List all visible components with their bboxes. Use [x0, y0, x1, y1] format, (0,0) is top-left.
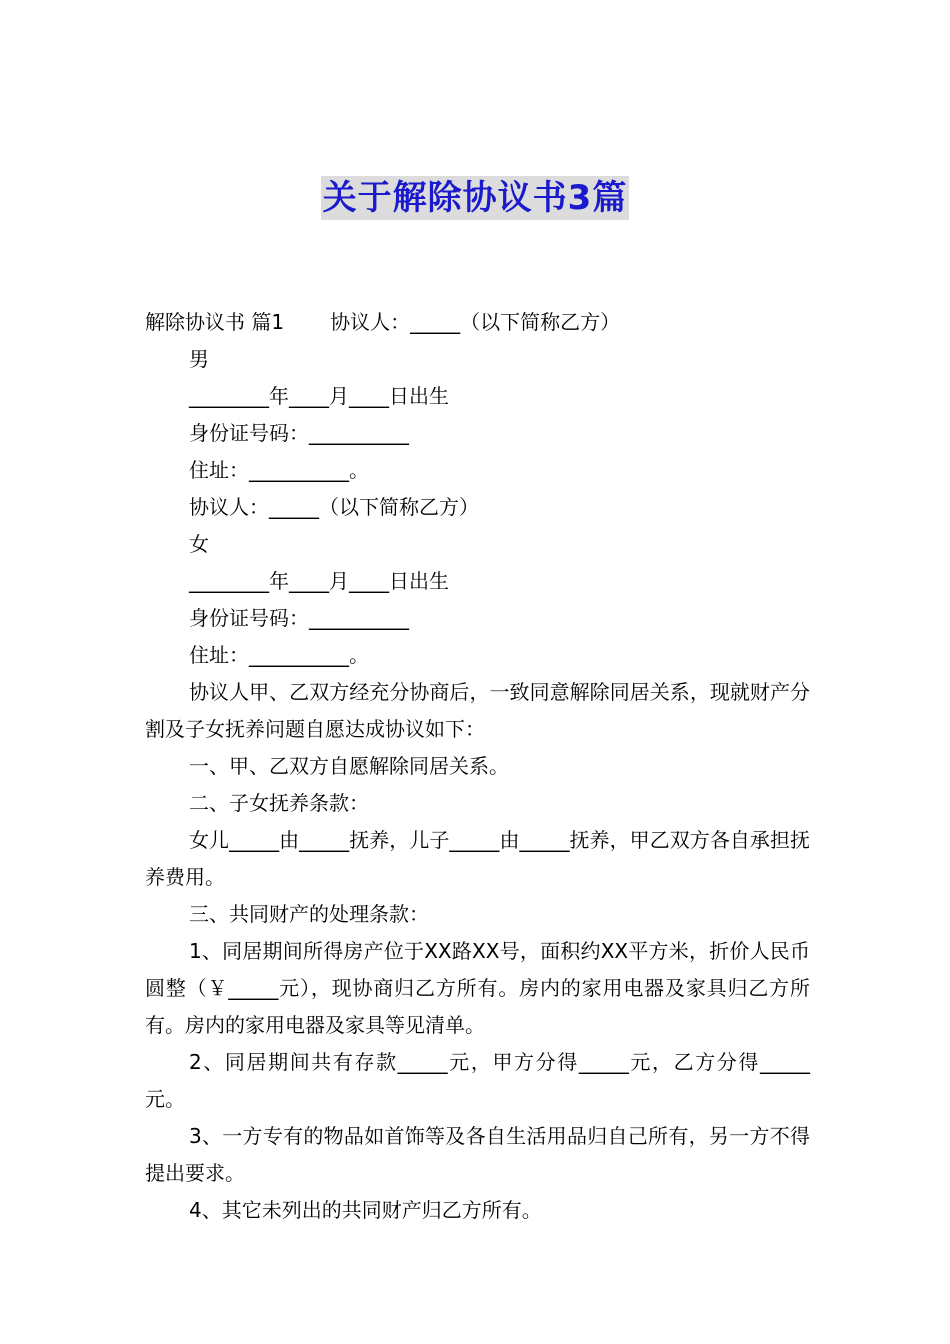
property-item-3: 3、一方专有的物品如首饰等及各自生活用品归自己所有，另一方不得提出要求。: [145, 1124, 810, 1185]
child-custody-paragraph: 女儿_____由_____抚养，儿子_____由_____抚养，甲乙双方各自承担抚养费用。: [145, 828, 810, 889]
property-item-1: 1、同居期间所得房产位于XX路XX号，面积约XX平方米，折价人民币圆整（￥_____元），现协商归乙方所有。房内的家用电器及家具归乙方所有。房内的家用电器及家具等见清单。: [145, 939, 810, 1037]
section-heading: 解除协议书 篇1: [145, 310, 285, 334]
id-number-a: 身份证号码：__________: [189, 421, 409, 445]
document-body: [145, 304, 810, 1229]
clause-2-heading: 二、子女抚养条款：: [189, 791, 369, 815]
clause-3-heading: 三、共同财产的处理条款：: [189, 902, 429, 926]
first-line: [145, 304, 810, 341]
property-item-2: 2、同居期间共有存款_____元，甲方分得_____元，乙方分得_____元。: [145, 1050, 810, 1111]
clause-1: 一、甲、乙双方自愿解除同居关系。: [189, 754, 509, 778]
birth-date-b: ________年____月____日出生: [189, 569, 449, 593]
property-item-4: 4、其它未列出的共同财产归乙方所有。: [189, 1198, 542, 1222]
document-title: 关于解除协议书3篇: [322, 178, 628, 218]
address-a: 住址：__________。: [189, 458, 369, 482]
id-number-b: 身份证号码：__________: [189, 606, 409, 630]
gender-male: 男: [189, 347, 209, 371]
address-b: 住址：__________。: [189, 643, 369, 667]
party-a-line: 协议人：_____（以下简称乙方）: [330, 310, 621, 334]
birth-date-a: ________年____月____日出生: [189, 384, 449, 408]
gender-female: 女: [189, 532, 209, 556]
intro-paragraph: 协议人甲、乙双方经充分协商后，一致同意解除同居关系，现就财产分割及子女抚养问题自愿达成协议如下：: [145, 680, 810, 741]
title-wrap: [0, 176, 950, 220]
party-b-line: 协议人：_____（以下简称乙方）: [189, 495, 479, 519]
